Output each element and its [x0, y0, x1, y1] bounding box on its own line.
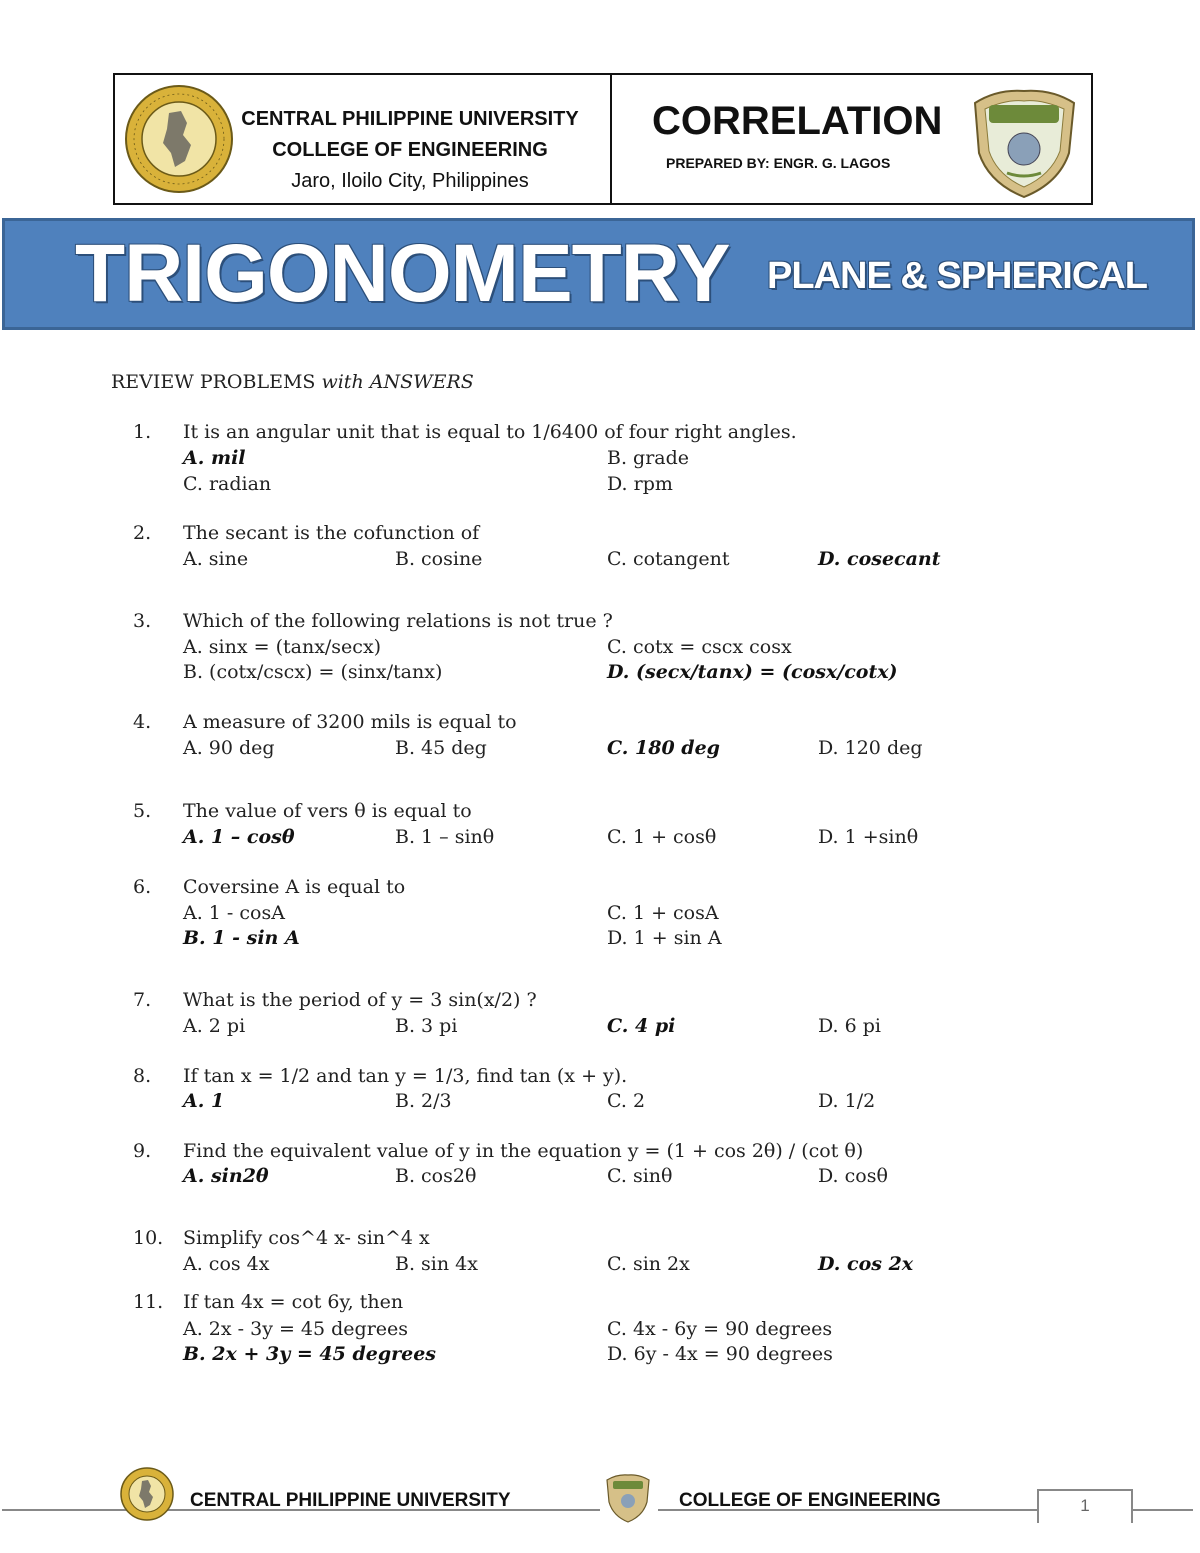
answer-option: D. 1 + sin A	[607, 927, 722, 949]
answer-option: C. 4x - 6y = 90 degrees	[607, 1318, 833, 1340]
answer-option: D. 1/2	[818, 1090, 876, 1112]
answer-option: D. rpm	[607, 473, 673, 495]
answer-option: A. 1 - cosA	[183, 902, 285, 924]
answer-option: A. 1 – cosθ	[183, 826, 295, 848]
college-name: COLLEGE OF ENGINEERING	[272, 139, 548, 161]
engineering-shield-logo	[967, 83, 1082, 201]
footer-divider	[1133, 1509, 1193, 1511]
question-number: 5.	[133, 800, 152, 822]
question-number: 8.	[133, 1065, 152, 1087]
answer-option: B. 1 - sin A	[183, 927, 300, 949]
review-heading	[111, 371, 474, 393]
answer-option: A. 1	[183, 1090, 225, 1112]
answer-option: C. 180 deg	[607, 737, 720, 759]
answer-option: D. cosecant	[818, 548, 941, 570]
answer-option: B. cosine	[395, 548, 483, 570]
answer-option: D. (secx/tanx) = (cosx/cotx)	[607, 661, 898, 683]
answer-option: B. 2/3	[395, 1090, 452, 1112]
header-left-cell	[115, 75, 612, 203]
review-heading-plain: REVIEW PROBLEMS	[111, 371, 322, 393]
footer-cpu-seal-logo	[119, 1466, 175, 1522]
answer-option: D. 120 deg	[818, 737, 923, 759]
answer-option: A. mil	[183, 447, 246, 469]
answer-option: C. 1 + cosA	[607, 902, 719, 924]
answer-option: B. cos2θ	[395, 1165, 477, 1187]
answer-option: A. 2x - 3y = 45 degrees	[183, 1318, 409, 1340]
university-name: CENTRAL PHILIPPINE UNIVERSITY	[241, 108, 579, 130]
question-number: 6.	[133, 876, 152, 898]
answer-option: C. 2	[607, 1090, 646, 1112]
footer-university-name: CENTRAL PHILIPPINE UNIVERSITY	[190, 1490, 511, 1511]
question-text: It is an angular unit that is equal to 1/6400 of four right angles.	[183, 421, 797, 443]
prepared-by: PREPARED BY: ENGR. G. LAGOS	[666, 155, 891, 171]
header-right-cell	[612, 75, 1091, 203]
banner-title: TRIGONOMETRY	[75, 228, 730, 319]
question-number: 2.	[133, 522, 152, 544]
question-text: If tan 4x = cot 6y, then	[183, 1291, 404, 1313]
question-number: 7.	[133, 989, 152, 1011]
answer-option: C. cotangent	[607, 548, 730, 570]
document-header	[113, 73, 1093, 205]
answer-option: C. sin 2x	[607, 1253, 690, 1275]
answer-option: A. cos 4x	[183, 1253, 270, 1275]
answer-option: B. 2x + 3y = 45 degrees	[183, 1343, 436, 1365]
answer-option: B. (cotx/cscx) = (sinx/tanx)	[183, 661, 443, 683]
university-address: Jaro, Iloilo City, Philippines	[291, 170, 529, 192]
question-text: Find the equivalent value of y in the equation y = (1 + cos 2θ) / (cot θ)	[183, 1140, 864, 1162]
question-text: Which of the following relations is not true ?	[183, 610, 613, 632]
question-text: If tan x = 1/2 and tan y = 1/3, find tan (x + y).	[183, 1065, 628, 1087]
question-number: 11.	[133, 1291, 164, 1313]
footer-engineering-shield-logo	[603, 1472, 653, 1524]
answer-option: B. sin 4x	[395, 1253, 478, 1275]
answer-option: B. 1 – sinθ	[395, 826, 495, 848]
question-text: The secant is the cofunction of	[183, 522, 480, 544]
answer-option: A. 90 deg	[183, 737, 275, 759]
document-title: CORRELATION	[652, 99, 943, 143]
question-text: A measure of 3200 mils is equal to	[183, 711, 517, 733]
question-number: 1.	[133, 421, 152, 443]
answer-option: C. radian	[183, 473, 272, 495]
answer-option: D. 6 pi	[818, 1015, 882, 1037]
answer-option: A. 2 pi	[183, 1015, 246, 1037]
answer-option: A. sin2θ	[183, 1165, 269, 1187]
answer-option: C. 1 + cosθ	[607, 826, 717, 848]
question-text: What is the period of y = 3 sin(x/2) ?	[183, 989, 537, 1011]
cpu-seal-logo	[123, 83, 235, 195]
answer-option: A. sinx = (tanx/secx)	[183, 636, 382, 658]
page-number-box	[1037, 1489, 1133, 1523]
question-text: Coversine A is equal to	[183, 876, 406, 898]
answer-option: D. cosθ	[818, 1165, 888, 1187]
answer-option: D. 6y - 4x = 90 degrees	[607, 1343, 833, 1365]
answer-option: B. grade	[607, 447, 690, 469]
answer-option: D. cos 2x	[818, 1253, 914, 1275]
answer-option: A. sine	[183, 548, 249, 570]
question-number: 9.	[133, 1140, 152, 1162]
question-number: 10.	[133, 1227, 164, 1249]
review-heading-italic: with ANSWERS	[321, 371, 474, 393]
question-text: The value of vers θ is equal to	[183, 800, 472, 822]
footer-college-name: COLLEGE OF ENGINEERING	[679, 1490, 941, 1511]
question-text: Simplify cos^4 x- sin^4 x	[183, 1227, 430, 1249]
question-number: 3.	[133, 610, 152, 632]
title-banner	[2, 218, 1195, 330]
question-number: 4.	[133, 711, 152, 733]
answer-option: C. sinθ	[607, 1165, 673, 1187]
answer-option: B. 3 pi	[395, 1015, 458, 1037]
answer-option: D. 1 +sinθ	[818, 826, 919, 848]
answer-option: C. 4 pi	[607, 1015, 676, 1037]
answer-option: C. cotx = cscx cosx	[607, 636, 792, 658]
banner-subtitle: PLANE & SPHERICAL	[767, 255, 1147, 297]
page-number: 1	[1080, 1496, 1090, 1515]
answer-option: B. 45 deg	[395, 737, 487, 759]
